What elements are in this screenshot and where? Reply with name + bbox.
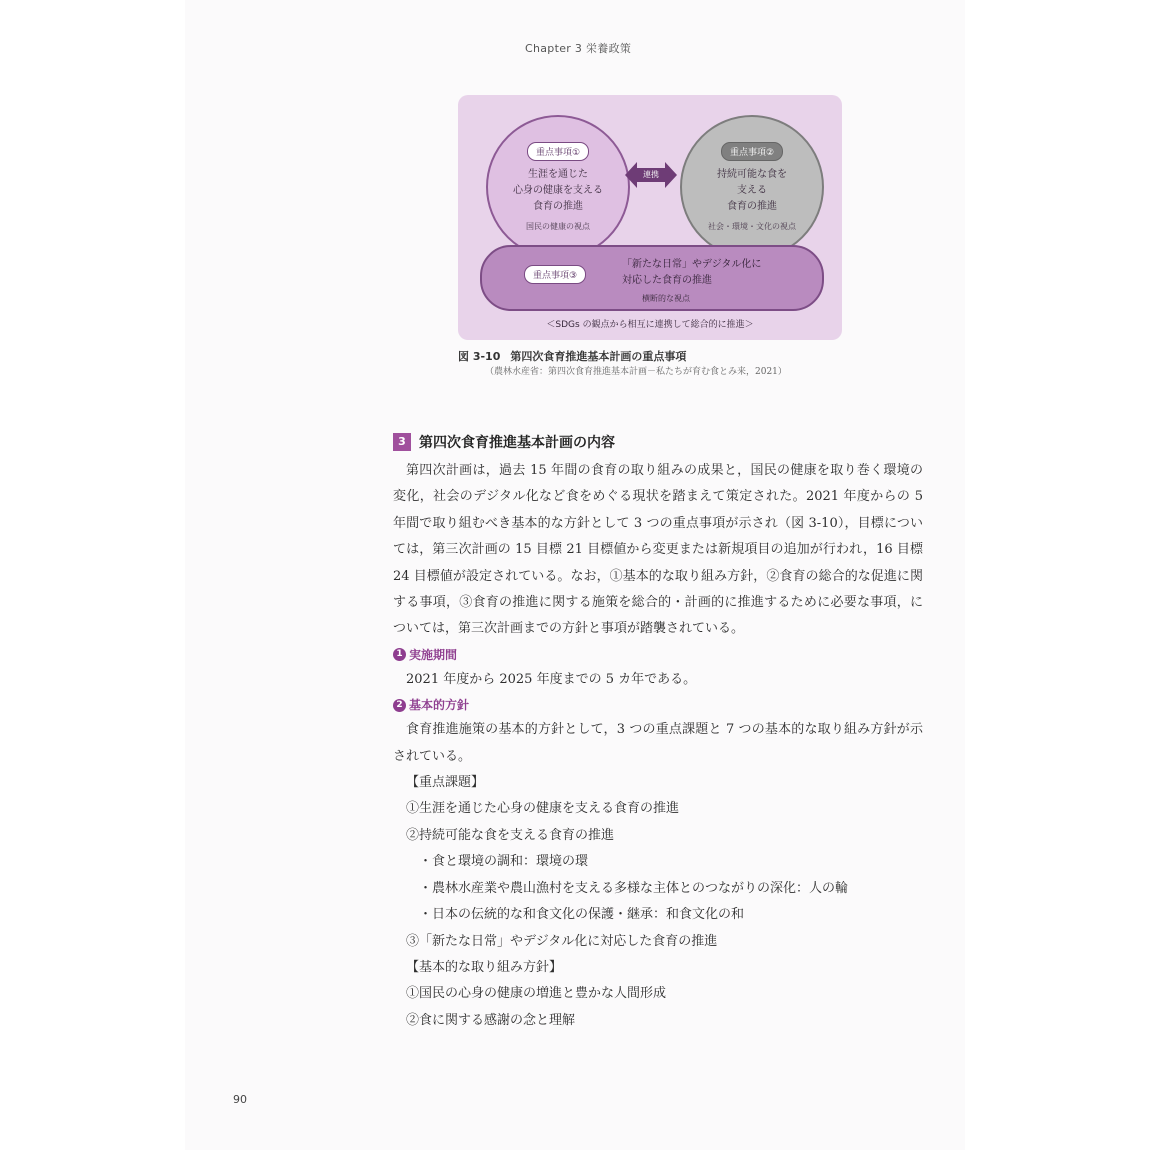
focus-area-2-tag: 重点事項② <box>721 142 783 161</box>
subsection-number-2: 2 <box>393 699 406 712</box>
list-item: ・食と環境の調和：環境の環 <box>419 854 589 870</box>
page-number: 90 <box>233 1093 247 1106</box>
list-item: ①生涯を通じた心身の健康を支える食育の推進 <box>406 801 680 817</box>
subsection-policy-title: 基本的方針 <box>409 698 470 713</box>
focus-area-1-text: 生涯を通じた 心身の健康を支える 食育の推進 <box>513 169 603 212</box>
list-item: ①国民の心身の健康の増進と豊かな人間形成 <box>406 986 667 1002</box>
subsection-policy-text: 食育推進施策の基本的方針として，3 つの重点課題と 7 つの基本的な取り組み方針が示されている。 <box>393 722 923 764</box>
section-number-badge: 3 <box>393 433 411 451</box>
running-head: Chapter 3 栄養政策 <box>525 42 632 55</box>
list-item: ・農林水産業や農山漁村を支える多様な主体とのつながりの深化：人の輪 <box>419 880 849 896</box>
focus-area-2-viewpoint: 社会・環境・文化の視点 <box>708 222 796 231</box>
subsection-period-text: 2021 年度から 2025 年度までの 5 カ年である。 <box>406 671 697 687</box>
list-item: ③「新たな日常」やデジタル化に対応した食育の推進 <box>406 933 718 949</box>
focus-area-1-circle <box>486 115 630 259</box>
subsection-period-heading <box>393 643 923 667</box>
list-item: ②食に関する感謝の念と理解 <box>406 1012 576 1028</box>
list-item: ②持続可能な食を支える食育の推進 <box>406 827 615 843</box>
list-item: 【重点課題】 <box>406 775 485 791</box>
focus-area-1-tag: 重点事項① <box>527 142 589 161</box>
figure-number: 図 3-10 <box>458 350 501 363</box>
focus-area-1-viewpoint: 国民の健康の視点 <box>526 222 590 231</box>
subsection-period-title: 実施期間 <box>409 647 458 662</box>
arrow-label: 連携 <box>643 170 659 179</box>
section-title: 第四次食育推進基本計画の内容 <box>419 435 615 451</box>
figure-title: 第四次食育推進基本計画の重点事項 <box>510 350 687 363</box>
section-heading <box>393 432 615 452</box>
figure-source: （農林水産省：第四次食育推進基本計画－私たちが育む食とみ来，2021） <box>485 367 787 377</box>
figure-footnote: ＜SDGs の観点から相互に連携して総合的に推進＞ <box>546 320 754 330</box>
subsection-policy-heading <box>393 693 923 717</box>
policy-list <box>393 770 923 1034</box>
focus-area-3-text: 「新たな日常」やデジタル化に 対応した食育の推進 <box>622 259 762 286</box>
focus-area-3-tag: 重点事項③ <box>524 265 586 284</box>
focus-area-2-text: 持続可能な食を 支える 食育の推進 <box>717 169 787 212</box>
focus-area-3-band <box>480 245 824 311</box>
list-item: ・日本の伝統的な和食文化の保護・継承：和食文化の和 <box>419 907 745 923</box>
figure-caption <box>458 348 686 364</box>
focus-area-2-circle <box>680 115 824 259</box>
intro-paragraph: 第四次計画は，過去 15 年間の食育の取り組みの成果と，国民の健康を取り巻く環境の変化，社会のデジタル化など食をめぐる現状を踏まえて策定された。2021 年度からの 5 年間で取り組むべき基本的な方針として 3 つの重点事項が示され（図 3-10），目標については，第三次計画の 15 目標 21 目標値から変更または新規項目の追加が行われ，16 目標 24 目標値が設定されている。なお，①基本的な取り組み方針，②食育の総合的な促進に関する事項，③食育の推進に関する施策を総合的・計画的に推進するために必要な事項，については，第三次計画までの方針と事項が踏襲されている。 <box>393 463 923 637</box>
section-body <box>393 458 923 1034</box>
list-item: 【基本的な取り組み方針】 <box>406 959 563 975</box>
focus-area-3-viewpoint: 横断的な視点 <box>642 294 690 303</box>
subsection-number-1: 1 <box>393 648 406 661</box>
figure-diagram <box>458 95 842 340</box>
